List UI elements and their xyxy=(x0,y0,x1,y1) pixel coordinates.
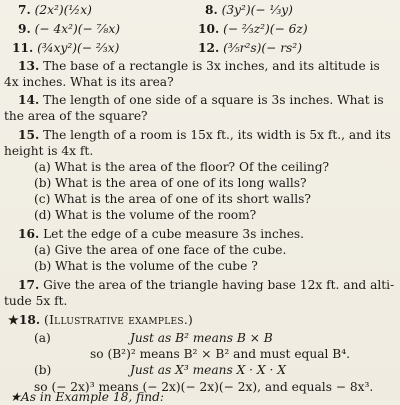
example-a-label xyxy=(34,330,51,346)
problem-15-line-2 xyxy=(4,143,93,159)
problem-15-line-1 xyxy=(18,127,391,143)
problem-14-line-1 xyxy=(18,92,384,108)
problem-15-part-c xyxy=(34,191,311,207)
exercise-number: 7. xyxy=(18,3,31,17)
exercise-number: 11. xyxy=(12,41,34,55)
problem-17-line-2 xyxy=(4,293,67,309)
exercise-10 xyxy=(198,21,308,37)
problem-text: The base of a rectangle is 3x inches, and its altitude is xyxy=(43,59,380,73)
problem-number: ★18. xyxy=(8,313,41,327)
as-in-example-heading xyxy=(10,389,164,405)
problem-text: the area of the square? xyxy=(4,109,148,123)
exercise-expression: (2x²)(½x) xyxy=(34,3,92,17)
exercise-number: 8. xyxy=(205,3,218,17)
example-text: so (B²)² means B² × B² and must equal B⁴. xyxy=(90,347,350,361)
sub-question: (d) What is the volume of the room? xyxy=(34,208,257,222)
example-text: Just as B² means B × B xyxy=(130,331,273,345)
problem-number: 17. xyxy=(18,278,40,292)
example-a-line-2 xyxy=(90,346,350,362)
problem-number: 15. xyxy=(18,128,40,142)
exercise-12 xyxy=(198,40,302,56)
problem-16-part-b xyxy=(34,258,258,274)
example-a-line-1 xyxy=(130,330,273,346)
exercise-8 xyxy=(205,2,293,18)
problem-18-heading xyxy=(8,312,193,328)
problem-14-line-2 xyxy=(4,108,148,124)
problem-16-part-a xyxy=(34,242,286,258)
exercise-expression: (− ⅔z²)(− 6z) xyxy=(223,22,308,36)
exercise-7 xyxy=(18,2,92,18)
example-label: (a) xyxy=(34,331,51,345)
sub-question: (b) What is the volume of the cube ? xyxy=(34,259,258,273)
example-b-label xyxy=(34,362,51,378)
problem-text: 4x inches. What is its area? xyxy=(4,75,174,89)
problem-number: 16. xyxy=(18,227,40,241)
problem-number: 13. xyxy=(18,59,40,73)
problem-text: Give the area of the triangle having base 12x ft. and alti- xyxy=(43,278,395,292)
sub-question: (b) What is the area of one of its long walls? xyxy=(34,176,307,190)
problem-17-line-1 xyxy=(18,277,394,293)
example-text: so (− 2x)³ means (− 2x)(− 2x)(− 2x), and equals − 8x³. xyxy=(34,380,374,394)
example-b-line-1 xyxy=(130,362,286,378)
problem-16-line-1 xyxy=(18,226,304,242)
exercise-number: 10. xyxy=(198,22,220,36)
problem-text: height is 4x ft. xyxy=(4,144,94,158)
problem-text: The length of one side of a square is 3s inches. What is xyxy=(43,93,384,107)
section-instruction: ★As in Example 18, find: xyxy=(10,390,164,404)
example-label: (b) xyxy=(34,363,52,377)
exercise-number: 9. xyxy=(18,22,31,36)
example-text: Just as X³ means X · X · X xyxy=(130,363,286,377)
problem-heading: (Illustrative examples.) xyxy=(44,313,194,327)
problem-15-part-d xyxy=(34,207,256,223)
problem-text: The length of a room is 15x ft., its width is 5x ft., and its xyxy=(43,128,391,142)
sub-question: (a) Give the area of one face of the cube. xyxy=(34,243,287,257)
problem-15-part-b xyxy=(34,175,307,191)
sub-question: (a) What is the area of the floor? Of the ceiling? xyxy=(34,160,330,174)
problem-number: 14. xyxy=(18,93,40,107)
problem-text: tude 5x ft. xyxy=(4,294,68,308)
exercise-expression: (¾xy²)(− ⅔x) xyxy=(37,41,120,55)
exercise-9 xyxy=(18,21,120,37)
exercise-expression: (3y²)(− ⅓y) xyxy=(221,3,293,17)
exercise-11 xyxy=(12,40,119,56)
problem-13-line-2 xyxy=(4,74,174,90)
exercise-expression: (− 4x²)(− ⅞x) xyxy=(34,22,120,36)
problem-15-part-a xyxy=(34,159,329,175)
sub-question: (c) What is the area of one of its short walls? xyxy=(34,192,311,206)
exercise-number: 12. xyxy=(198,41,220,55)
problem-text: Let the edge of a cube measure 3s inches. xyxy=(43,227,305,241)
problem-13-line-1 xyxy=(18,58,380,74)
exercise-expression: (⅗r²s)(− rs²) xyxy=(223,41,302,55)
